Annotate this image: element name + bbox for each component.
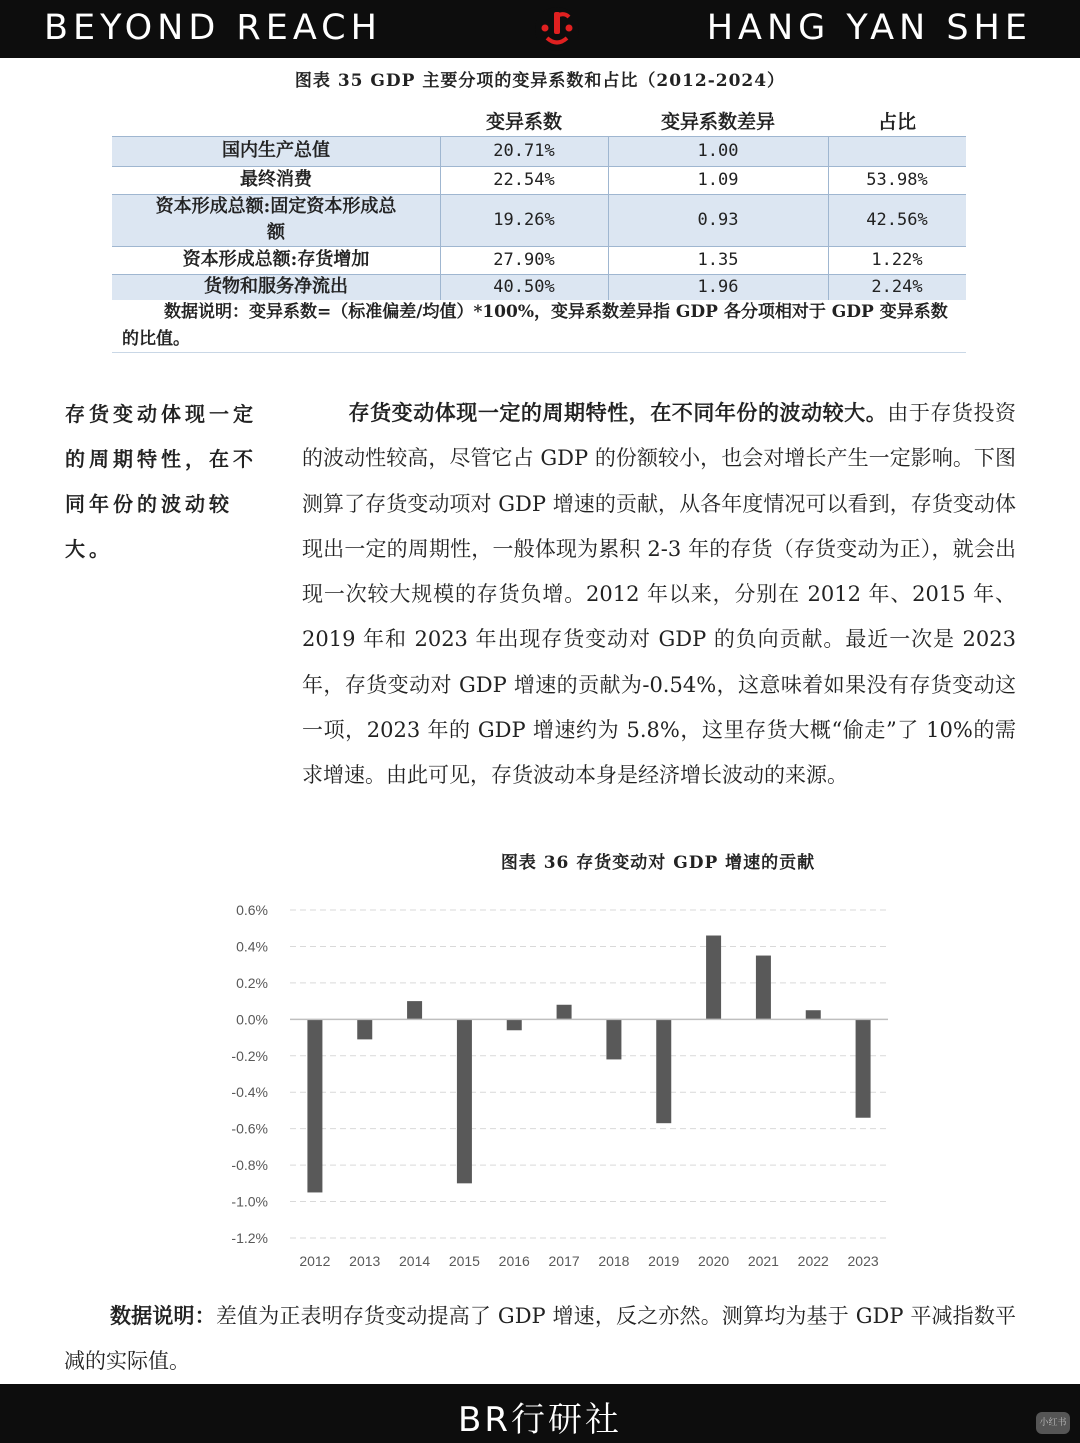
y-tick-label: 0.0% — [236, 1011, 268, 1028]
x-tick-label: 2017 — [548, 1253, 580, 1269]
row-share: 1.22% — [871, 250, 923, 270]
x-tick-label: 2016 — [498, 1253, 530, 1269]
row-share: 53.98% — [866, 170, 928, 190]
x-tick-label: 2014 — [399, 1253, 431, 1269]
chart-title: 图表 36 存货变动对 GDP 增速的贡献 — [500, 853, 816, 873]
chart-svg — [220, 890, 920, 1280]
footnote-text: 差值为正表明存货变动提高了 GDP 增速，反之亦然。测算均为基于 GDP 平减指数平减的实际值。 — [64, 1304, 1017, 1373]
table-row — [112, 246, 966, 274]
inventory-contribution-chart — [220, 890, 920, 1280]
row-diff: 1.00 — [697, 141, 739, 161]
row-cv: 40.50% — [493, 277, 555, 297]
y-tick-label: -0.8% — [231, 1157, 268, 1174]
row-label: 资本形成总额:存货增加 — [182, 249, 370, 270]
body-text: 由于存货投资的波动性较高，尽管它占 GDP 的份额较小，也会对增长产生一定影响。下图测算了存货变动项对 GDP 增速的贡献，从各年度情况可以看到，存货变动体现出一定的周期性，一般体现为累积 2-3 年的存货（存货变动为正），就会出现一次较大规模的存货负增。2012 年以来，分别在 2012 年、2015 年、2019 年和 2023 年出现存货变动对 GDP 的负向贡献。最近一次是 2023 年，存货变动对 GDP 增速的贡献为-0.54%，这意味着如果没有存货变动这一项，2023 年的 GDP 增速约为 5.8%，这里存货大概“偷走”了 10%的需求增速。由此可见，存货波动本身是经济增长波动的来源。 — [302, 401, 1017, 788]
bar-2014 — [407, 1001, 422, 1019]
x-tick-label: 2023 — [847, 1253, 879, 1269]
table-divider — [440, 136, 441, 300]
table-divider — [112, 166, 966, 167]
table-divider — [112, 194, 966, 195]
row-diff: 1.09 — [697, 170, 739, 190]
row-cv: 20.71% — [493, 141, 555, 161]
bar-2022 — [806, 1010, 821, 1019]
x-tick-label: 2021 — [747, 1253, 779, 1269]
row-cv: 22.54% — [493, 170, 555, 190]
table-divider — [608, 136, 609, 300]
brand-logo-icon — [534, 6, 580, 52]
x-tick-label: 2018 — [598, 1253, 630, 1269]
y-tick-label: -0.6% — [231, 1120, 268, 1137]
table-row — [112, 136, 966, 166]
table-header-cell: 占比 — [877, 110, 916, 133]
row-share: 2.24% — [871, 277, 923, 297]
x-tick-label: 2013 — [349, 1253, 381, 1269]
row-cv: 27.90% — [493, 250, 555, 270]
header-right-text: HANG YAN SHE — [706, 8, 1032, 48]
table-header-cell — [112, 104, 440, 136]
note-divider — [112, 352, 966, 353]
y-tick-label: -0.2% — [231, 1047, 268, 1064]
chart-footnote — [64, 1293, 1016, 1384]
bar-2018 — [606, 1019, 621, 1059]
table-divider — [828, 136, 829, 300]
bar-2015 — [457, 1019, 472, 1183]
row-share: 42.56% — [866, 210, 928, 230]
bar-2013 — [357, 1019, 372, 1039]
table-note: 数据说明：变异系数=（标准偏差/均值）*100%，变异系数差异指 GDP 各分项相对于 GDP 变异系数的比值。 — [122, 302, 948, 349]
x-tick-label: 2020 — [698, 1253, 730, 1269]
table-title: 图表 35 GDP 主要分项的变异系数和占比（2012-2024） — [294, 71, 786, 91]
bar-2017 — [557, 1005, 572, 1020]
table-divider — [112, 246, 966, 247]
bar-2016 — [507, 1019, 522, 1030]
table-row — [112, 194, 966, 246]
y-tick-label: -1.0% — [231, 1193, 268, 1210]
table-row — [112, 166, 966, 194]
watermark-badge: 小红书 — [1036, 1412, 1070, 1434]
body-lead: 存货变动体现一定的周期特性，在不同年份的波动较大。 — [348, 400, 888, 425]
y-tick-label: -1.2% — [231, 1230, 268, 1246]
header-left-text: BEYOND REACH — [44, 8, 382, 48]
table-divider — [112, 274, 966, 275]
row-diff: 1.96 — [697, 277, 739, 297]
header-bar — [0, 0, 1080, 58]
body-paragraph — [302, 390, 1016, 799]
row-diff: 0.93 — [697, 210, 739, 230]
x-tick-label: 2012 — [299, 1253, 331, 1269]
bar-2020 — [706, 936, 721, 1020]
x-tick-label: 2015 — [448, 1253, 480, 1269]
row-label: 最终消费 — [240, 169, 312, 190]
footer-brand: BR行研社 — [458, 1400, 622, 1440]
row-label: 资本形成总额:固定资本形成总额 — [155, 196, 397, 243]
footnote-label: 数据说明： — [110, 1303, 216, 1328]
y-tick-label: 0.4% — [236, 938, 268, 955]
table-row — [112, 274, 966, 300]
row-cv: 19.26% — [493, 210, 555, 230]
table-header-cell: 变异系数 — [485, 110, 562, 133]
table-header-row — [112, 104, 966, 136]
y-tick-label: 0.2% — [236, 974, 268, 991]
bar-2019 — [656, 1019, 671, 1123]
table-divider — [112, 136, 966, 137]
row-label: 国内生产总值 — [222, 140, 330, 161]
footer-bar — [0, 1384, 1080, 1443]
row-share — [828, 136, 966, 166]
row-label: 货物和服务净流出 — [204, 276, 348, 297]
bar-2021 — [756, 956, 771, 1020]
y-tick-label: -0.4% — [231, 1084, 268, 1101]
bar-2023 — [856, 1019, 871, 1117]
row-diff: 1.35 — [697, 250, 739, 270]
table-header-cell: 变异系数差异 — [660, 110, 775, 133]
x-tick-label: 2022 — [797, 1253, 829, 1269]
y-tick-label: 0.6% — [236, 902, 268, 918]
bar-2012 — [307, 1019, 322, 1192]
x-tick-label: 2019 — [648, 1253, 680, 1269]
side-heading: 存货变动体现一定的周期特性，在不同年份的波动较大。 — [65, 402, 257, 561]
